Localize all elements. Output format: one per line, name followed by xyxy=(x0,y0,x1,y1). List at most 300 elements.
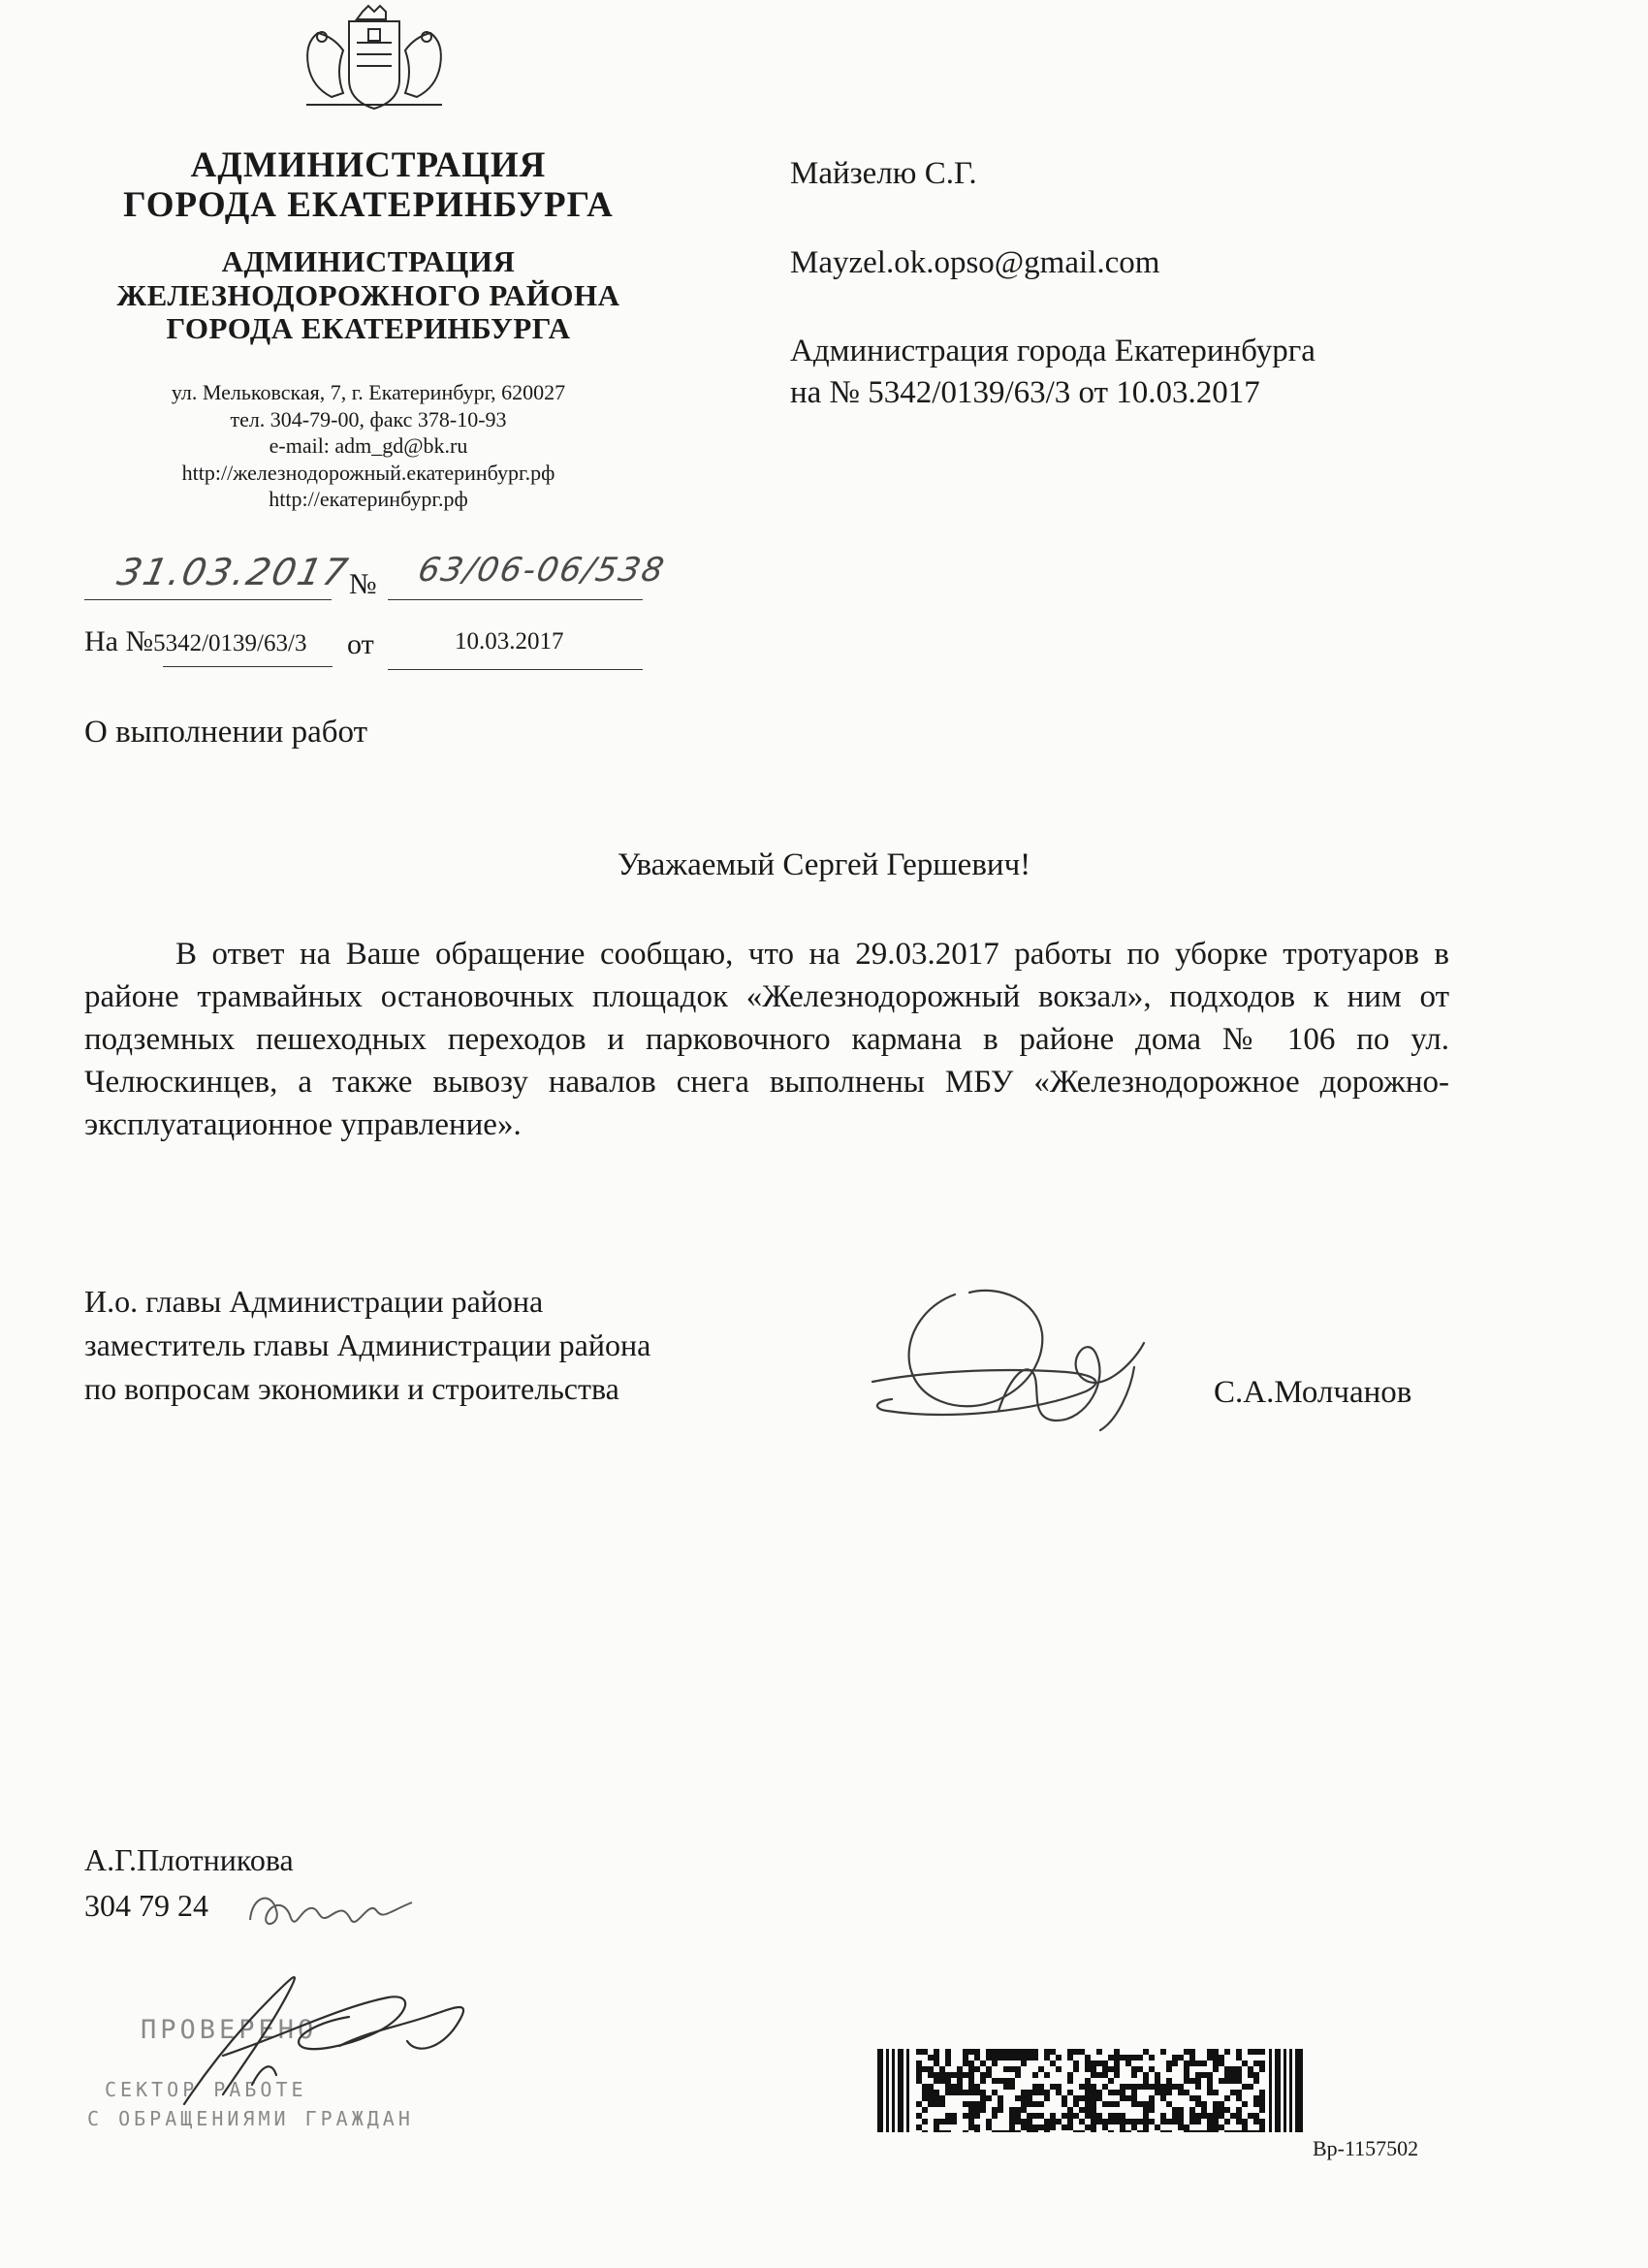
barcode-module xyxy=(1149,2107,1155,2113)
barcode-module xyxy=(1044,2049,1050,2055)
barcode-module xyxy=(1050,2084,1056,2090)
barcode-module xyxy=(1195,2095,1201,2101)
barcode-module xyxy=(1091,2130,1096,2132)
barcode-module xyxy=(934,2119,939,2124)
barcode-module xyxy=(1044,2095,1050,2101)
barcode-module xyxy=(1207,2084,1213,2090)
barcode-module xyxy=(934,2078,939,2084)
barcode-module xyxy=(1269,2049,1272,2132)
barcode-module xyxy=(1108,2078,1114,2084)
barcode-module xyxy=(928,2066,934,2072)
barcode-module xyxy=(1073,2060,1079,2066)
barcode-module xyxy=(1207,2049,1213,2055)
barcode-module xyxy=(1032,2055,1038,2060)
addressee-name: Майзелю С.Г. xyxy=(790,156,977,191)
barcode-module xyxy=(916,2078,922,2084)
barcode-module xyxy=(1044,2055,1050,2060)
barcode-module xyxy=(968,2124,974,2130)
barcode-module xyxy=(928,2101,934,2107)
barcode-module xyxy=(1213,2124,1219,2130)
barcode-module xyxy=(1108,2130,1114,2132)
dept-line-1: АДМИНИСТРАЦИЯ xyxy=(221,244,516,278)
barcode-module xyxy=(1160,2049,1166,2055)
barcode-module xyxy=(1096,2095,1102,2101)
barcode-module xyxy=(1166,2090,1172,2095)
barcode-module xyxy=(1166,2084,1172,2090)
barcode-module xyxy=(1015,2055,1021,2060)
ref-date: 10.03.2017 xyxy=(455,628,564,655)
barcode-module xyxy=(1219,2101,1224,2107)
barcode-module xyxy=(1091,2119,1096,2124)
barcode-module xyxy=(1166,2078,1172,2084)
barcode-module xyxy=(922,2084,928,2090)
barcode-module xyxy=(1178,2055,1184,2060)
barcode-module xyxy=(1096,2119,1102,2124)
barcode-module xyxy=(1149,2084,1155,2090)
handwritten-signature xyxy=(863,1275,1163,1459)
barcode-module xyxy=(1079,2049,1085,2055)
barcode-module xyxy=(1096,2049,1102,2055)
barcode-module xyxy=(1131,2124,1137,2130)
barcode-module xyxy=(1248,2072,1253,2078)
barcode-module xyxy=(1131,2055,1137,2060)
phone-fax: тел. 304-79-00, факс 378-10-93 xyxy=(230,406,507,431)
barcode-module xyxy=(1143,2101,1149,2107)
barcode-module xyxy=(1137,2101,1143,2107)
barcode-module xyxy=(1079,2084,1085,2090)
barcode-module xyxy=(968,2113,974,2119)
barcode-module xyxy=(957,2078,963,2084)
addressee-ref-line-1: Администрация города Екатеринбурга xyxy=(790,334,1315,368)
barcode-module xyxy=(992,2130,998,2132)
dept-line-3: ГОРОДА ЕКАТЕРИНБУРГА xyxy=(166,311,571,346)
barcode-module xyxy=(957,2090,963,2095)
barcode-module xyxy=(1207,2119,1213,2124)
barcode-module xyxy=(998,2049,1003,2055)
barcode-module xyxy=(1213,2113,1219,2119)
barcode-module xyxy=(939,2130,945,2132)
barcode-module xyxy=(1259,2119,1265,2124)
barcode-module xyxy=(1289,2049,1292,2132)
barcode-module xyxy=(1253,2101,1259,2107)
barcode-module xyxy=(1195,2078,1201,2084)
barcode-module xyxy=(1195,2084,1201,2090)
barcode-module xyxy=(974,2049,980,2055)
barcode-module xyxy=(1114,2090,1120,2095)
barcode-module xyxy=(1230,2090,1236,2095)
barcode-module xyxy=(1050,2124,1056,2130)
barcode-module xyxy=(1189,2113,1195,2119)
barcode-module xyxy=(1160,2130,1166,2132)
ref-from-label: от xyxy=(347,628,374,660)
barcode-module xyxy=(1131,2084,1137,2090)
barcode-module xyxy=(1114,2060,1120,2066)
date-underline xyxy=(84,599,332,600)
barcode-module xyxy=(1149,2055,1155,2060)
barcode-module xyxy=(1108,2113,1114,2119)
barcode-module xyxy=(1027,2119,1032,2124)
barcode-module xyxy=(998,2095,1003,2101)
barcode-module xyxy=(1230,2113,1236,2119)
barcode-module xyxy=(1032,2090,1038,2095)
barcode-module xyxy=(974,2084,980,2090)
barcode-module xyxy=(934,2090,939,2095)
letter-body: В ответ на Ваше обращение сообщаю, что на 29.03.2017 работы по уборке тротуаров в районе трамвайных остановочных площадок «Железнодорожный вокзал», подходов к ним от подземных пешеходных переходов и парковочного кармана в районе дома № 106 по ул. Челюскинцев, а также вывозу навалов снега выполнены МБУ «Железнодорожное дорожно-эксплуатационное управление». xyxy=(84,937,1449,1142)
organization-name xyxy=(58,145,679,226)
barcode-module xyxy=(1219,2055,1224,2060)
barcode-module xyxy=(1178,2107,1184,2113)
barcode-module xyxy=(1189,2060,1195,2066)
performer-name: А.Г.Плотникова xyxy=(84,1842,294,1877)
barcode-module xyxy=(934,2101,939,2107)
barcode-module xyxy=(1096,2090,1102,2095)
barcode-module xyxy=(1189,2130,1195,2132)
barcode-module xyxy=(951,2084,957,2090)
barcode-module xyxy=(939,2101,945,2107)
barcode-module xyxy=(1062,2113,1067,2119)
org-line-2: ГОРОДА ЕКАТЕРИНБУРГА xyxy=(123,185,614,226)
barcode-module xyxy=(998,2101,1003,2107)
barcode-module xyxy=(1248,2130,1253,2132)
barcode-module xyxy=(1073,2101,1079,2107)
barcode-module xyxy=(1213,2119,1219,2124)
barcode-module xyxy=(1137,2055,1143,2060)
barcode-module xyxy=(1149,2095,1155,2101)
performer-phone: 304 79 24 xyxy=(84,1888,208,1923)
barcode-module xyxy=(1009,2078,1015,2084)
barcode-module xyxy=(1178,2119,1184,2124)
barcode-module xyxy=(1236,2090,1242,2095)
barcode-module xyxy=(1114,2072,1120,2078)
barcode-module xyxy=(980,2095,986,2101)
barcode-module xyxy=(945,2078,951,2084)
barcode-module xyxy=(1021,2107,1027,2113)
website-2: http://екатеринбург.рф xyxy=(269,487,468,511)
barcode-module xyxy=(1021,2090,1027,2095)
barcode-module xyxy=(1236,2113,1242,2119)
barcode-module xyxy=(992,2049,998,2055)
barcode-module xyxy=(1120,2124,1125,2130)
barcode-module xyxy=(1091,2066,1096,2072)
barcode-module xyxy=(1213,2101,1219,2107)
barcode-module xyxy=(1131,2072,1137,2078)
barcode-module xyxy=(1015,2095,1021,2101)
stamp-line-3: С ОБРАЩЕНИЯМИ ГРАЖДАН xyxy=(87,2107,414,2130)
barcode-module xyxy=(1219,2107,1224,2113)
barcode-module xyxy=(1085,2078,1091,2084)
barcode-module xyxy=(1062,2124,1067,2130)
barcode-module xyxy=(1253,2113,1259,2119)
barcode-module xyxy=(968,2049,974,2055)
barcode-module xyxy=(922,2095,928,2101)
barcode-module xyxy=(1224,2107,1230,2113)
barcode-module xyxy=(1184,2090,1189,2095)
barcode-module xyxy=(1003,2084,1009,2090)
barcode-module xyxy=(1207,2113,1213,2119)
barcode-module xyxy=(1172,2055,1178,2060)
barcode-module xyxy=(1009,2055,1015,2060)
barcode-module xyxy=(1230,2130,1236,2132)
barcode-module xyxy=(1137,2084,1143,2090)
addressee-email: Mayzel.ok.opso@gmail.com xyxy=(790,245,1160,280)
barcode-module xyxy=(1009,2124,1015,2130)
barcode-module xyxy=(1166,2101,1172,2107)
stamp-line-2: СЕКТОР РАБОТЕ xyxy=(105,2078,307,2101)
barcode-module xyxy=(1108,2066,1114,2072)
barcode-module xyxy=(1021,2055,1027,2060)
barcode-module xyxy=(1160,2119,1166,2124)
barcode-module xyxy=(1021,2049,1027,2055)
barcode-module xyxy=(1120,2055,1125,2060)
barcode-module xyxy=(1032,2113,1038,2119)
barcode-module xyxy=(1067,2107,1073,2113)
barcode-module xyxy=(1102,2124,1108,2130)
barcode-module xyxy=(945,2119,951,2124)
barcode-module xyxy=(1067,2078,1073,2084)
barcode-module xyxy=(1062,2095,1067,2101)
barcode-module xyxy=(1021,2124,1027,2130)
barcode-module xyxy=(1120,2084,1125,2090)
barcode-module xyxy=(1067,2113,1073,2119)
barcode-module xyxy=(1253,2049,1259,2055)
barcode-module xyxy=(1114,2101,1120,2107)
barcode-module xyxy=(1184,2066,1189,2072)
barcode-module xyxy=(1021,2060,1027,2066)
barcode-module xyxy=(1032,2101,1038,2107)
barcode-module xyxy=(945,2090,951,2095)
barcode-module xyxy=(1259,2107,1265,2113)
barcode-module xyxy=(1143,2078,1149,2084)
barcode-module xyxy=(1207,2055,1213,2060)
barcode-module xyxy=(1038,2084,1044,2090)
barcode-module xyxy=(1091,2095,1096,2101)
barcode-module xyxy=(1003,2055,1009,2060)
barcode-module xyxy=(1003,2130,1009,2132)
barcode-module xyxy=(974,2055,980,2060)
barcode-module xyxy=(1207,2078,1213,2084)
barcode-module xyxy=(1236,2107,1242,2113)
barcode-module xyxy=(939,2066,945,2072)
barcode-module xyxy=(1009,2049,1015,2055)
barcode-module xyxy=(1120,2113,1125,2119)
barcode-module xyxy=(1091,2107,1096,2113)
barcode-module xyxy=(1021,2119,1027,2124)
barcode-module xyxy=(1160,2095,1166,2101)
barcode-module xyxy=(1009,2113,1015,2119)
email: e-mail: adm_gd@bk.ru xyxy=(269,433,468,458)
barcode-module xyxy=(898,2049,903,2132)
barcode-module xyxy=(1079,2107,1085,2113)
barcode-module xyxy=(916,2072,922,2078)
barcode-module xyxy=(1073,2095,1079,2101)
barcode-module xyxy=(1085,2113,1091,2119)
barcode-module xyxy=(939,2078,945,2084)
barcode-module xyxy=(1160,2084,1166,2090)
barcode-module xyxy=(1091,2101,1096,2107)
barcode-module xyxy=(1056,2066,1062,2072)
barcode-module xyxy=(1131,2066,1137,2072)
ref-label: На № xyxy=(84,625,154,657)
barcode-module xyxy=(986,2124,992,2130)
barcode-module xyxy=(980,2078,986,2084)
barcode-module xyxy=(1085,2066,1091,2072)
barcode-module xyxy=(1003,2066,1009,2072)
barcode-module xyxy=(1102,2084,1108,2090)
barcode-module xyxy=(1131,2119,1137,2124)
barcode-module xyxy=(1213,2090,1219,2095)
barcode-module xyxy=(1172,2107,1178,2113)
barcode-module xyxy=(957,2084,963,2090)
reference-label xyxy=(84,625,306,658)
barcode-module xyxy=(1137,2066,1143,2072)
barcode-module xyxy=(1155,2072,1160,2078)
barcode-module xyxy=(1189,2095,1195,2101)
barcode-module xyxy=(1044,2090,1050,2095)
barcode-module xyxy=(928,2095,934,2101)
barcode-module xyxy=(1085,2084,1091,2090)
barcode-module xyxy=(922,2049,928,2055)
barcode-module xyxy=(1120,2119,1125,2124)
addressee-ref-line-2: на № 5342/0139/63/3 от 10.03.2017 xyxy=(790,374,1260,410)
barcode-module xyxy=(922,2130,928,2132)
barcode-module xyxy=(1155,2084,1160,2090)
barcode-module xyxy=(1224,2119,1230,2124)
barcode-module xyxy=(980,2090,986,2095)
barcode-module xyxy=(1067,2124,1073,2130)
barcode-module xyxy=(1253,2119,1259,2124)
barcode-module xyxy=(1295,2049,1303,2132)
barcode-module xyxy=(1224,2078,1230,2084)
signer-name: С.А.Молчанов xyxy=(1214,1375,1412,1410)
barcode-module xyxy=(916,2101,922,2107)
barcode-module xyxy=(928,2072,934,2078)
barcode-module xyxy=(1032,2130,1038,2132)
barcode-module xyxy=(998,2130,1003,2132)
barcode-module xyxy=(1236,2066,1242,2072)
barcode-module xyxy=(998,2078,1003,2084)
barcode-module xyxy=(934,2130,939,2132)
barcode-module xyxy=(1091,2090,1096,2095)
performer-initials-handwriting xyxy=(242,1881,417,1939)
barcode-module xyxy=(986,2072,992,2078)
document-barcode xyxy=(877,2049,1306,2132)
barcode-module xyxy=(1050,2060,1056,2066)
barcode-module xyxy=(934,2049,939,2055)
barcode-module xyxy=(1102,2119,1108,2124)
barcode-module xyxy=(951,2113,957,2119)
barcode-module xyxy=(939,2119,945,2124)
barcode-module xyxy=(1166,2060,1172,2066)
barcode-module xyxy=(1114,2049,1120,2055)
barcode-module xyxy=(974,2101,980,2107)
barcode-module xyxy=(980,2072,986,2078)
barcode-module xyxy=(1195,2119,1201,2124)
barcode-module xyxy=(992,2090,998,2095)
barcode-module xyxy=(1172,2060,1178,2066)
barcode-module xyxy=(968,2090,974,2095)
outgoing-number: 63/06-06/538 xyxy=(414,551,670,590)
barcode-module xyxy=(968,2072,974,2078)
barcode-module xyxy=(1032,2084,1038,2090)
barcode-module xyxy=(986,2049,992,2055)
barcode-module xyxy=(1213,2107,1219,2113)
barcode-module xyxy=(1219,2124,1224,2130)
barcode-module xyxy=(1248,2049,1253,2055)
barcode-module xyxy=(1213,2060,1219,2066)
barcode-module xyxy=(1108,2055,1114,2060)
barcode-module xyxy=(1242,2119,1248,2124)
barcode-module xyxy=(1085,2124,1091,2130)
barcode-module xyxy=(928,2090,934,2095)
barcode-module xyxy=(1096,2060,1102,2066)
barcode-module xyxy=(1125,2119,1131,2124)
barcode-module xyxy=(1219,2113,1224,2119)
barcode-module xyxy=(968,2084,974,2090)
barcode-module xyxy=(1184,2060,1189,2066)
barcode-module xyxy=(1184,2124,1189,2130)
number-underline xyxy=(388,599,643,600)
barcode-module xyxy=(1178,2124,1184,2130)
barcode-module xyxy=(928,2055,934,2060)
barcode-module xyxy=(1230,2072,1236,2078)
barcode-module xyxy=(934,2060,939,2066)
barcode-module xyxy=(1114,2055,1120,2060)
barcode-module xyxy=(1224,2095,1230,2101)
barcode-module xyxy=(968,2066,974,2072)
barcode-module xyxy=(1079,2119,1085,2124)
barcode-module xyxy=(1201,2060,1207,2066)
barcode-module xyxy=(1195,2060,1201,2066)
barcode-module xyxy=(1038,2066,1044,2072)
barcode-module xyxy=(1050,2049,1056,2055)
barcode-module xyxy=(1131,2090,1137,2095)
barcode-module xyxy=(1143,2072,1149,2078)
barcode-module xyxy=(963,2049,968,2055)
barcode-id: Вр-1157502 xyxy=(1313,2136,1419,2160)
barcode-module xyxy=(1248,2084,1253,2090)
barcode-module xyxy=(1091,2113,1096,2119)
barcode-module xyxy=(992,2078,998,2084)
barcode-module xyxy=(1125,2095,1131,2101)
barcode-module xyxy=(1242,2060,1248,2066)
barcode-module xyxy=(1009,2119,1015,2124)
barcode-module xyxy=(1079,2095,1085,2101)
barcode-module xyxy=(974,2090,980,2095)
barcode-module xyxy=(1032,2049,1038,2055)
barcode-module xyxy=(1248,2066,1253,2072)
barcode-module xyxy=(1125,2055,1131,2060)
barcode-module xyxy=(951,2072,957,2078)
contact-details xyxy=(58,379,679,513)
barcode-module xyxy=(963,2055,968,2060)
barcode-module xyxy=(1275,2049,1281,2132)
barcode-module xyxy=(1050,2119,1056,2124)
barcode-module xyxy=(1067,2090,1073,2095)
barcode-module xyxy=(877,2049,883,2132)
barcode-module xyxy=(1213,2055,1219,2060)
barcode-module xyxy=(951,2119,957,2124)
barcode-module xyxy=(1062,2101,1067,2107)
barcode-module xyxy=(1259,2130,1265,2132)
barcode-module xyxy=(1236,2072,1242,2078)
barcode-module xyxy=(1259,2124,1265,2130)
barcode-module xyxy=(1143,2113,1149,2119)
barcode-module xyxy=(1009,2107,1015,2113)
barcode-module xyxy=(1195,2113,1201,2119)
barcode-module xyxy=(963,2113,968,2119)
barcode-module xyxy=(1213,2066,1219,2072)
barcode-module xyxy=(906,2049,909,2132)
